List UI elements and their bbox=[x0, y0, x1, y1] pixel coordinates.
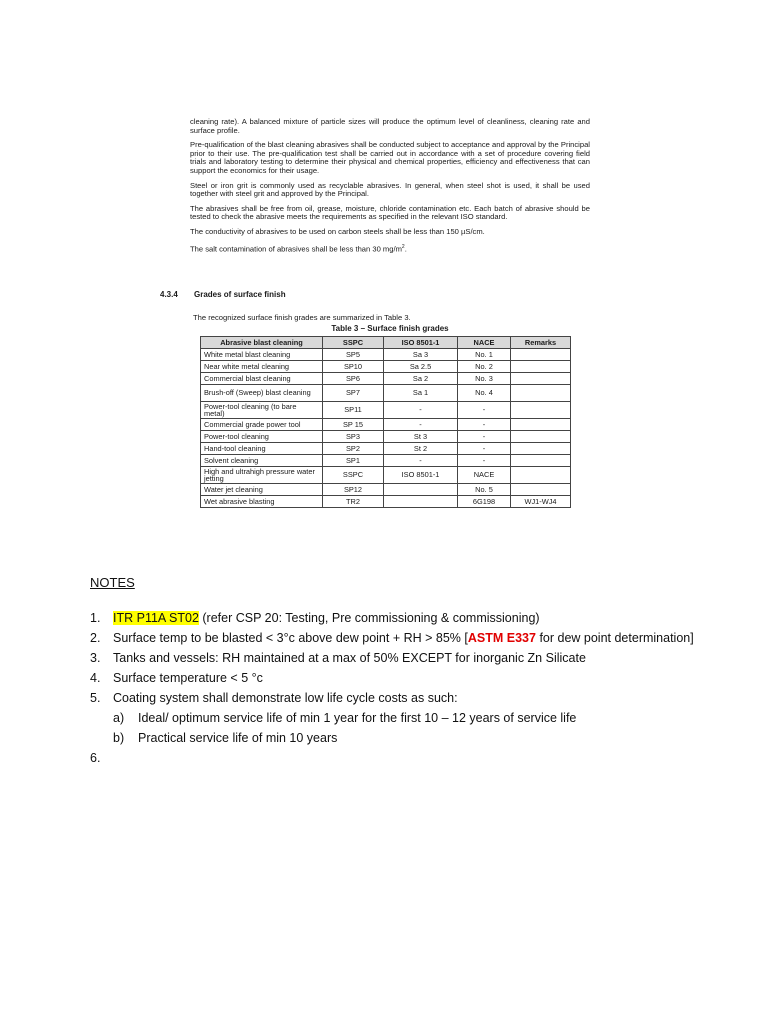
notes-title: NOTES bbox=[90, 575, 135, 590]
table-cell: Sa 2.5 bbox=[384, 361, 458, 373]
table-header-row bbox=[201, 337, 571, 349]
note-text: Surface temperature < 5 °c bbox=[113, 671, 263, 685]
note-sub-item bbox=[90, 708, 730, 728]
table-cell: Brush-off (Sweep) blast cleaning bbox=[201, 385, 323, 402]
column-header: Abrasive blast cleaning bbox=[201, 337, 323, 349]
table-cell bbox=[384, 496, 458, 508]
document-excerpt bbox=[190, 118, 590, 260]
column-header: NACE bbox=[458, 337, 511, 349]
table-cell: St 3 bbox=[384, 431, 458, 443]
table-row bbox=[201, 373, 571, 385]
table-cell bbox=[511, 361, 571, 373]
table-cell: Power-tool cleaning bbox=[201, 431, 323, 443]
sub-item-text: Ideal/ optimum service life of min 1 year for the first 10 – 12 years of service life bbox=[138, 711, 577, 725]
table-row bbox=[201, 455, 571, 467]
table-cell bbox=[511, 385, 571, 402]
table-cell: Sa 1 bbox=[384, 385, 458, 402]
table-cell: SSPC bbox=[323, 467, 384, 484]
table-row bbox=[201, 349, 571, 361]
table-cell: Solvent cleaning bbox=[201, 455, 323, 467]
surface-finish-table bbox=[200, 336, 571, 508]
note-text: (refer CSP 20: Testing, Pre commissioning & commissioning) bbox=[198, 611, 540, 625]
note-text: Surface temp to be blasted < 3°c above dew point + RH > 85% [ bbox=[113, 631, 468, 645]
table-row bbox=[201, 496, 571, 508]
table-cell: - bbox=[384, 419, 458, 431]
table-row bbox=[201, 484, 571, 496]
table-cell: WJ1-WJ4 bbox=[511, 496, 571, 508]
table-cell bbox=[511, 402, 571, 419]
table-caption: Table 3 – Surface finish grades bbox=[331, 324, 449, 333]
table-cell: - bbox=[458, 455, 511, 467]
table-cell: White metal blast cleaning bbox=[201, 349, 323, 361]
table-row bbox=[201, 419, 571, 431]
table-row bbox=[201, 467, 571, 484]
table-cell: SP3 bbox=[323, 431, 384, 443]
table-cell bbox=[511, 455, 571, 467]
paragraph: cleaning rate). A balanced mixture of particle sizes will produce the optimum level of cleanliness, cleaning rate and surface profile. bbox=[190, 117, 590, 135]
table-cell: SP 15 bbox=[323, 419, 384, 431]
table-cell: SP7 bbox=[323, 385, 384, 402]
table-cell: SP1 bbox=[323, 455, 384, 467]
table-intro: The recognized surface finish grades are summarized in Table 3. bbox=[193, 313, 411, 322]
note-item bbox=[90, 628, 730, 648]
sub-item-letter: b) bbox=[113, 731, 125, 745]
paragraph-salt: The salt contamination of abrasives shall be less than 30 $mg/m^2$. bbox=[190, 243, 407, 254]
note-item bbox=[90, 648, 730, 668]
paragraph: The conductivity of abrasives to be used on carbon steels shall be less than 150 µS/cm. bbox=[190, 226, 485, 236]
table-cell: Power-tool cleaning (to bare metal) bbox=[201, 402, 323, 419]
table-cell bbox=[511, 467, 571, 484]
table-cell bbox=[384, 484, 458, 496]
note-item bbox=[90, 688, 730, 708]
table-cell: SP2 bbox=[323, 443, 384, 455]
table-cell: Near white metal cleaning bbox=[201, 361, 323, 373]
table-cell: No. 1 bbox=[458, 349, 511, 361]
table-row bbox=[201, 431, 571, 443]
table-cell: SP10 bbox=[323, 361, 384, 373]
table-row bbox=[201, 402, 571, 419]
note-number: 4. bbox=[90, 671, 101, 685]
table-cell: 6G198 bbox=[458, 496, 511, 508]
table-cell: No. 4 bbox=[458, 385, 511, 402]
table-cell bbox=[511, 443, 571, 455]
sub-item-letter: a) bbox=[113, 711, 125, 725]
note-sub-item bbox=[90, 728, 730, 748]
astm-reference: ASTM E337 bbox=[467, 631, 536, 645]
table-cell bbox=[511, 431, 571, 443]
itr-reference-highlight: ITR P11A ST02 bbox=[113, 611, 199, 625]
paragraph: The abrasives shall be free from oil, grease, moisture, chloride contamination etc. Each batch of abrasive should be tested to check the abrasive meets the requirements as specified in the relevant ISO standard. bbox=[190, 203, 590, 222]
table-cell: Commercial blast cleaning bbox=[201, 373, 323, 385]
table-cell: ISO 8501-1 bbox=[384, 467, 458, 484]
table-cell: - bbox=[384, 455, 458, 467]
table-row bbox=[201, 443, 571, 455]
table-cell: - bbox=[458, 431, 511, 443]
table-cell bbox=[511, 419, 571, 431]
table-cell: SP11 bbox=[323, 402, 384, 419]
note-number: 6. bbox=[90, 751, 101, 765]
table-cell: No. 3 bbox=[458, 373, 511, 385]
table-cell: - bbox=[458, 402, 511, 419]
table-row bbox=[201, 385, 571, 402]
table-cell: - bbox=[458, 443, 511, 455]
table-cell: Sa 2 bbox=[384, 373, 458, 385]
table-cell: Sa 3 bbox=[384, 349, 458, 361]
note-number: 1. bbox=[90, 611, 101, 625]
table-row bbox=[201, 361, 571, 373]
table-cell: NACE bbox=[458, 467, 511, 484]
section-number: 4.3.4 bbox=[160, 290, 178, 299]
table-cell: SP5 bbox=[323, 349, 384, 361]
table-cell: No. 2 bbox=[458, 361, 511, 373]
table-cell: - bbox=[384, 402, 458, 419]
column-header: Remarks bbox=[511, 337, 571, 349]
section-title: Grades of surface finish bbox=[194, 290, 286, 299]
table-cell: Hand-tool cleaning bbox=[201, 443, 323, 455]
paragraph: Pre-qualification of the blast cleaning abrasives shall be conducted subject to acceptance and approval by the Principal prior to their use. The pre-qualification test shall be carried out in accordance with a set of procedure covering field trials and laboratory testing to determine their physical and chemical properties, efficiency and effectiveness that can support the economics for their usage. bbox=[190, 140, 590, 175]
table-cell bbox=[511, 349, 571, 361]
table-cell: SP6 bbox=[323, 373, 384, 385]
paragraph: Steel or iron grit is commonly used as recyclable abrasives. In general, when steel shot is used, it shall be used together with steel grit and approved by the Principal. bbox=[190, 180, 590, 199]
table-cell: TR2 bbox=[323, 496, 384, 508]
notes-section bbox=[90, 575, 730, 765]
table-cell: Wet abrasive blasting bbox=[201, 496, 323, 508]
table-cell: St 2 bbox=[384, 443, 458, 455]
note-text: for dew point determination] bbox=[535, 631, 694, 645]
table-cell bbox=[511, 373, 571, 385]
sub-item-text: Practical service life of min 10 years bbox=[138, 731, 338, 745]
table-cell: Commercial grade power tool bbox=[201, 419, 323, 431]
note-item bbox=[90, 668, 730, 688]
note-number: 5. bbox=[90, 691, 101, 705]
column-header: SSPC bbox=[323, 337, 384, 349]
table-cell: High and ultrahigh pressure water jetting bbox=[201, 467, 323, 484]
note-text: Tanks and vessels: RH maintained at a max of 50% EXCEPT for inorganic Zn Silicate bbox=[113, 651, 586, 665]
note-text: Coating system shall demonstrate low life cycle costs as such: bbox=[113, 691, 458, 705]
note-number: 2. bbox=[90, 631, 101, 645]
column-header: ISO 8501-1 bbox=[384, 337, 458, 349]
section-heading bbox=[160, 290, 286, 299]
note-number: 3. bbox=[90, 651, 101, 665]
note-item bbox=[90, 608, 730, 628]
table-cell: SP12 bbox=[323, 484, 384, 496]
table-cell: No. 5 bbox=[458, 484, 511, 496]
table-cell bbox=[511, 484, 571, 496]
table-cell: Water jet cleaning bbox=[201, 484, 323, 496]
table-cell: - bbox=[458, 419, 511, 431]
